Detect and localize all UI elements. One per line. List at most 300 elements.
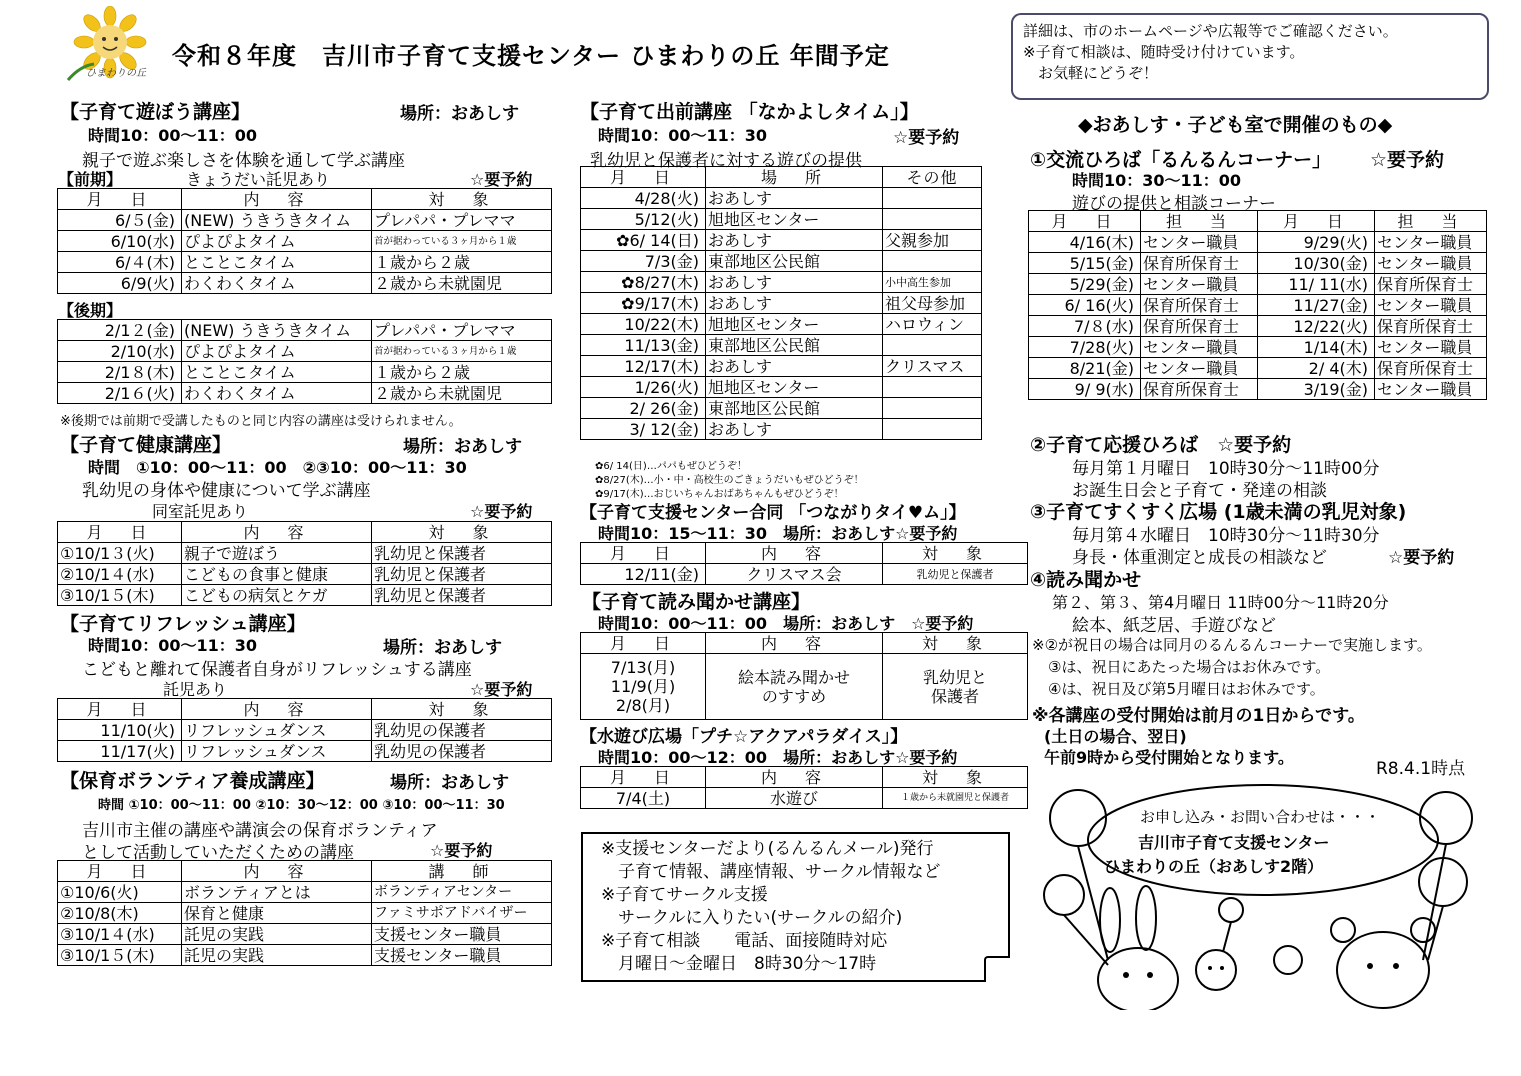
- table-row: [581, 188, 982, 209]
- other-cell: [883, 419, 982, 440]
- header-cell: 場 所: [706, 167, 883, 188]
- content-cell: クリスマス会: [706, 564, 883, 585]
- table-row: [58, 210, 552, 231]
- staff-cell: センター職員: [1141, 232, 1258, 253]
- target-line: 保護者: [930, 686, 979, 706]
- table-row: [58, 543, 552, 564]
- date-cell: 2/ 26(金): [581, 398, 706, 419]
- asobou-note: ※後期では前期で受講したものと同じ内容の講座は受けられません。: [60, 414, 462, 429]
- content-cell: ぴよぴよタイム: [182, 341, 372, 362]
- content-cell: 親子で遊ぼう: [182, 543, 372, 564]
- place-cell: 旭地区センター: [706, 377, 883, 398]
- right-note-2: ③は、祝日にあたった場合はお休みです。: [1048, 658, 1331, 676]
- table-header-row: [58, 699, 552, 720]
- kenko-desc: 乳幼児の身体や健康について学ぶ講座: [82, 481, 371, 501]
- other-cell: [883, 188, 982, 209]
- info-line: ※子育て相談は、随時受け付けています。: [1023, 43, 1305, 61]
- content-cell: リフレッシュダンス: [182, 741, 372, 762]
- date-cell: 11/27(金): [1258, 295, 1375, 316]
- date-cell: ②10/1４(水): [58, 564, 182, 585]
- staff-cell: センター職員: [1141, 274, 1258, 295]
- info-line: お気軽にどうぞ！: [1023, 64, 1159, 82]
- other-cell: 父親参加: [883, 230, 982, 251]
- target-cell: ２歳から未就園児: [372, 383, 552, 404]
- table-header-row: [581, 167, 982, 188]
- table-row: [581, 251, 982, 272]
- date-cell: 7/4(土): [581, 788, 706, 809]
- target-cell: 乳幼児と保護者: [372, 564, 552, 585]
- yomikikase-time: 時間10：00～11：00 場所：おあしす ☆要予約: [598, 614, 974, 633]
- sukusuku-line-1: 毎月第４水曜日 10時30分～11時30分: [1072, 526, 1380, 546]
- volunteer-place: 場所：おあしす: [390, 773, 509, 793]
- refresh-title: 【子育てリフレッシュ講座】: [60, 613, 306, 635]
- content-cell: わくわくタイム: [182, 273, 372, 294]
- content-cell: 保育と健康: [182, 903, 372, 924]
- staff-cell: センター職員: [1375, 379, 1487, 400]
- place-cell: 旭地区センター: [706, 314, 883, 335]
- logo-text: ひまわりの丘: [86, 68, 146, 79]
- content-cell: ボランティアとは: [182, 882, 372, 903]
- target-cell: 乳幼児と保護者: [372, 585, 552, 606]
- date-cell: ✿9/17(木): [581, 293, 706, 314]
- header-cell: 内 容: [706, 543, 883, 564]
- staff-cell: 保育所保育士: [1375, 316, 1487, 337]
- kenko-time: 時間 ①10：00～11：00 ②③10：00～11：30: [88, 458, 467, 477]
- date-cell: 3/ 12(金): [581, 419, 706, 440]
- date-cell: 2/1６(火): [58, 383, 182, 404]
- content-cell: わくわくタイム: [182, 383, 372, 404]
- header-cell: 対 象: [372, 522, 552, 543]
- demae-desc: 乳幼児と保護者に対する遊びの提供: [590, 151, 862, 171]
- mizuasobi-title: 【水遊び広場「プチ☆アクアパラダイス」】: [580, 727, 908, 747]
- refresh-desc: こどもと離れて保護者自身がリフレッシュする講座: [82, 660, 472, 680]
- date-cell: 10/22(木): [581, 314, 706, 335]
- staff-cell: 保育所保育士: [1141, 316, 1258, 337]
- table-header-row: [581, 767, 1028, 788]
- target-cell: ２歳から未就園児: [372, 273, 552, 294]
- date-cell: 10/30(金): [1258, 253, 1375, 274]
- mizuasobi-time: 時間10：00～12：00 場所：おあしす☆要予約: [598, 748, 958, 767]
- contact-line-3: ひまわりの丘（おあしす2階）: [1104, 857, 1324, 876]
- date-cell: ①10/1３(火): [58, 543, 182, 564]
- date-cell: 8/21(金): [1029, 358, 1141, 379]
- table-row: [581, 314, 982, 335]
- kenko-place: 場所：おあしす: [403, 437, 522, 457]
- target-cell: 乳幼児と保護者: [883, 564, 1028, 585]
- table-row: [58, 341, 552, 362]
- place-cell: おあしす: [706, 356, 883, 377]
- date-cell: 9/29(火): [1258, 232, 1375, 253]
- content-line: 絵本読み聞かせ: [737, 667, 850, 687]
- content-cell: 託児の実践: [182, 945, 372, 966]
- table-row: [1029, 253, 1487, 274]
- sukusuku-line-2: 身長・体重測定と成長の相談など: [1072, 548, 1327, 568]
- header-cell: 内 容: [182, 861, 372, 882]
- date-cell: 5/29(金): [1029, 274, 1141, 295]
- date-cell: 5/12(火): [581, 209, 706, 230]
- page-curl: [984, 956, 1010, 982]
- refresh-reserve: ☆要予約: [470, 680, 533, 699]
- table-header-row: [58, 189, 552, 210]
- content-cell: こどもの食事と健康: [182, 564, 372, 585]
- date-cell: ✿8/27(木): [581, 272, 706, 293]
- teacher-cell: ボランティアセンター: [372, 882, 552, 903]
- volunteer-desc-1: 吉川市主催の講座や講演会の保育ボランティア: [82, 821, 438, 841]
- table-row: [58, 362, 552, 383]
- sukusuku-reserve: ☆要予約: [1388, 548, 1455, 568]
- volunteer-table: [57, 860, 552, 966]
- right-note-6: 午前9時から受付開始となります。: [1044, 748, 1294, 767]
- target-line: 乳幼児と: [922, 667, 987, 687]
- tsunagari-table: [580, 542, 1028, 585]
- date-cell: 4/16(木): [1029, 232, 1141, 253]
- content-cell: (NEW) うきうきタイム: [182, 320, 372, 341]
- ouen-line-1: 毎月第１月曜日 10時30分～11時00分: [1072, 459, 1380, 479]
- runrun-desc: 遊びの提供と相談コーナー: [1072, 194, 1276, 214]
- header-cell: 月 日: [58, 861, 182, 882]
- target-cell: １歳から２歳: [372, 362, 552, 383]
- date-cell: 11/17(火): [58, 741, 182, 762]
- place-cell: おあしす: [706, 272, 883, 293]
- table-row: [1029, 232, 1487, 253]
- volunteer-title: 【保育ボランティア養成講座】: [60, 770, 325, 792]
- header-cell: 対 象: [372, 189, 552, 210]
- table-row: [1029, 274, 1487, 295]
- other-cell: クリスマス: [883, 356, 982, 377]
- asobou-desc: 親子で遊ぶ楽しさを体験を通して学ぶ講座: [82, 151, 405, 171]
- date-cell: 9/ 9(水): [1029, 379, 1141, 400]
- table-row: [581, 272, 982, 293]
- date-cell: 7/８(水): [1029, 316, 1141, 337]
- asobou-late-table: [57, 319, 552, 404]
- table-header-row: [58, 861, 552, 882]
- table-row: [1029, 295, 1487, 316]
- table-row: [581, 377, 982, 398]
- staff-cell: センター職員: [1375, 232, 1487, 253]
- header-cell: 月 日: [581, 167, 706, 188]
- volunteer-reserve: ☆要予約: [430, 841, 493, 860]
- demae-note: ✿8/27(木)…小・中・高校生のごきょうだいもぜひどうぞ！: [595, 475, 864, 486]
- header-cell: 担 当: [1141, 211, 1258, 232]
- mizuasobi-table: [580, 766, 1028, 809]
- place-cell: おあしす: [706, 230, 883, 251]
- refresh-table: [57, 698, 552, 762]
- ouen-title: ②子育て応援ひろば ☆要予約: [1030, 434, 1292, 456]
- right-note-1: ※②が祝日の場合は同月のるんるんコーナーで実施します。: [1032, 636, 1432, 654]
- table-row: [581, 230, 982, 251]
- table-row: [581, 209, 982, 230]
- table-row: [58, 383, 552, 404]
- kenko-table: [57, 521, 552, 606]
- as-of-date: R8.4.1時点: [1376, 759, 1466, 779]
- staff-cell: センター職員: [1141, 358, 1258, 379]
- page-title: 令和８年度 吉川市子育て支援センター ひまわりの丘 年間予定: [172, 42, 890, 70]
- yomikikase-title: 【子育て読み聞かせ講座】: [582, 591, 811, 613]
- date-cell: 2/1２(金): [58, 320, 182, 341]
- right-note-4: ※各講座の受付開始は前月の1日からです。: [1032, 706, 1365, 726]
- table-row: [581, 293, 982, 314]
- date-cell: 5/15(金): [1029, 253, 1141, 274]
- header-cell: 月 日: [58, 522, 182, 543]
- date-line: 11/9(月): [610, 677, 676, 696]
- header-cell: 内 容: [706, 767, 883, 788]
- table-header-row: [58, 522, 552, 543]
- header-cell: 対 象: [883, 633, 1028, 654]
- content-cell: 託児の実践: [182, 924, 372, 945]
- date-cell: 1/14(木): [1258, 337, 1375, 358]
- table-row: [58, 273, 552, 294]
- target-cell: １歳から２歳: [372, 252, 552, 273]
- table-row: [58, 231, 552, 252]
- tsunagari-title: 【子育て支援センター合同 「つながりタイ♥ム」】: [580, 503, 966, 523]
- date-cell: ③10/1５(木): [58, 585, 182, 606]
- support-line: サークルに入りたい(サークルの紹介): [601, 908, 903, 928]
- teacher-cell: 支援センター職員: [372, 924, 552, 945]
- date-cell: 11/13(金): [581, 335, 706, 356]
- support-note-box: [581, 832, 1010, 982]
- place-cell: 東部地区公民館: [706, 335, 883, 356]
- yomi-title: ④読み聞かせ: [1030, 569, 1142, 591]
- other-cell: [883, 398, 982, 419]
- table-row: [581, 398, 982, 419]
- kenko-reserve: ☆要予約: [470, 502, 533, 521]
- table-row: [58, 252, 552, 273]
- asobou-time: 時間10：00～11：00: [88, 126, 258, 145]
- date-cell: 6/10(水): [58, 231, 182, 252]
- right-heading: ◆おあしす・子ども室で開催のもの◆: [1078, 114, 1393, 136]
- kenko-title: 【子育て健康講座】: [60, 434, 232, 456]
- header-cell: 内 容: [182, 699, 372, 720]
- table-row: [58, 741, 552, 762]
- teacher-cell: ファミサポアドバイザー: [372, 903, 552, 924]
- kenko-care: 同室託児あり: [152, 502, 249, 521]
- asobou-early-label: 【前期】: [58, 170, 123, 189]
- content-cell: リフレッシュダンス: [182, 720, 372, 741]
- place-cell: おあしす: [706, 293, 883, 314]
- table-header-row: [581, 543, 1028, 564]
- date-cell: 12/22(火): [1258, 316, 1375, 337]
- date-cell: 6/５(金): [58, 210, 182, 231]
- date-cell: 6/9(火): [58, 273, 182, 294]
- other-cell: [883, 335, 982, 356]
- staff-cell: センター職員: [1375, 337, 1487, 358]
- demae-reserve: ☆要予約: [893, 128, 960, 148]
- support-line: ※子育て相談 電話、面接随時対応: [601, 931, 888, 951]
- date-cell: 7/3(金): [581, 251, 706, 272]
- target-cell: 乳幼児の保護者: [372, 741, 552, 762]
- refresh-time: 時間10：00～11：30: [88, 636, 258, 655]
- date-cell: 2/ 4(木): [1258, 358, 1375, 379]
- table-row: [581, 356, 982, 377]
- content-cell: (NEW) うきうきタイム: [182, 210, 372, 231]
- header-cell: 対 象: [372, 699, 552, 720]
- header-cell: 内 容: [182, 189, 372, 210]
- content-cell: とことこタイム: [182, 362, 372, 383]
- table-row: [58, 320, 552, 341]
- place-cell: 東部地区公民館: [706, 398, 883, 419]
- date-cell: 12/11(金): [581, 564, 706, 585]
- ouen-line-2: お誕生日会と子育て・発達の相談: [1072, 481, 1327, 501]
- place-cell: 旭地区センター: [706, 209, 883, 230]
- runrun-title: ①交流ひろば「るんるんコーナー」: [1030, 149, 1332, 171]
- table-row: [58, 924, 552, 945]
- date-cell: 4/28(火): [581, 188, 706, 209]
- demae-note: ✿9/17(木)…おじいちゃんおばあちゃんもぜひどうぞ！: [595, 489, 844, 500]
- other-cell: [883, 377, 982, 398]
- table-row: [58, 882, 552, 903]
- date-cell: 3/19(金): [1258, 379, 1375, 400]
- tsunagari-time: 時間10：15～11：30 場所：おあしす☆要予約: [598, 524, 958, 543]
- volunteer-time: 時間 ①10：00～11：00 ②10：30～12：00 ③10：00～11：30: [98, 798, 505, 813]
- date-cell: 7/28(火): [1029, 337, 1141, 358]
- yomikikase-table: [580, 632, 1028, 720]
- info-box: [1011, 13, 1489, 100]
- content-cell: 水遊び: [706, 788, 883, 809]
- asobou-late-label: 【後期】: [58, 301, 123, 320]
- content-cell: とことこタイム: [182, 252, 372, 273]
- date-cell: 11/ 11(水): [1258, 274, 1375, 295]
- contact-line-2: 吉川市子育て支援センター: [1138, 833, 1330, 852]
- header-cell: 対 象: [883, 543, 1028, 564]
- contact-line-1: お申し込み・お問い合わせは・・・: [1140, 808, 1381, 826]
- other-cell: [883, 251, 982, 272]
- yomi-line-1: 第２、第３、第4月曜日 11時00分～11時20分: [1052, 593, 1389, 612]
- staff-cell: 保育所保育士: [1375, 358, 1487, 379]
- table-row: [58, 585, 552, 606]
- table-row: [1029, 316, 1487, 337]
- runrun-time: 時間10：30～11：00: [1072, 171, 1242, 190]
- header-cell: 月 日: [1258, 211, 1375, 232]
- content-cell: ぴよぴよタイム: [182, 231, 372, 252]
- other-cell: ハロウィン: [883, 314, 982, 335]
- staff-cell: 保育所保育士: [1141, 253, 1258, 274]
- support-line: 月曜日～金曜日 8時30分～17時: [601, 954, 877, 974]
- date-cell: ③10/1５(木): [58, 945, 182, 966]
- asobou-early-table: [57, 188, 552, 294]
- header-cell: 講 師: [372, 861, 552, 882]
- asobou-title: 【子育て遊ぼう講座】: [60, 101, 251, 123]
- right-note-3: ④は、祝日及び第5月曜日はお休みです。: [1048, 680, 1325, 698]
- dates-cell: [581, 654, 706, 720]
- table-header-row: [1029, 211, 1487, 232]
- content-cell: [706, 654, 883, 720]
- target-cell: 首が据わっている３ヶ月から１歳: [372, 341, 552, 362]
- date-cell: 2/1８(木): [58, 362, 182, 383]
- date-cell: 2/10(水): [58, 341, 182, 362]
- header-cell: 月 日: [58, 189, 182, 210]
- header-cell: 月 日: [58, 699, 182, 720]
- date-cell: 12/17(木): [581, 356, 706, 377]
- support-line: ※支援センターだより(るんるんメール)発行: [601, 839, 934, 859]
- staff-cell: センター職員: [1141, 337, 1258, 358]
- table-row: [581, 564, 1028, 585]
- other-cell: 小中高生参加: [883, 272, 982, 293]
- header-cell: 月 日: [581, 767, 706, 788]
- demae-title: 【子育て出前講座 「なかよしタイム」】: [580, 101, 919, 123]
- asobou-place: 場所：おあしす: [400, 104, 519, 124]
- table-row: [58, 945, 552, 966]
- header-cell: 内 容: [182, 522, 372, 543]
- staff-cell: 保育所保育士: [1141, 379, 1258, 400]
- staff-cell: 保育所保育士: [1375, 274, 1487, 295]
- target-cell: プレパパ・プレママ: [372, 210, 552, 231]
- runrun-table: [1028, 210, 1487, 400]
- table-row: [1029, 358, 1487, 379]
- target-cell: １歳から未就園児と保護者: [883, 788, 1028, 809]
- date-cell: ③10/1４(水): [58, 924, 182, 945]
- support-line: ※子育てサークル支援: [601, 885, 768, 905]
- header-cell: 月 日: [581, 633, 706, 654]
- table-header-row: [581, 633, 1028, 654]
- right-note-5: (土日の場合、翌日): [1044, 727, 1187, 746]
- demae-note: ✿6/ 14(日)…パパもぜひどうぞ！: [595, 461, 747, 472]
- volunteer-desc-2: として活動していただくための講座: [82, 843, 354, 863]
- table-row: [1029, 379, 1487, 400]
- target-cell: 乳幼児と保護者: [372, 543, 552, 564]
- date-cell: 6/ 16(火): [1029, 295, 1141, 316]
- asobou-reserve: ☆要予約: [470, 170, 533, 189]
- asobou-sibling-care: きょうだい託児あり: [186, 170, 331, 189]
- content-cell: こどもの病気とケガ: [182, 585, 372, 606]
- info-line: 詳細は、市のホームページや広報等でご確認ください。: [1023, 22, 1398, 40]
- staff-cell: 保育所保育士: [1141, 295, 1258, 316]
- table-row: [58, 564, 552, 585]
- header-cell: 担 当: [1375, 211, 1487, 232]
- refresh-place: 場所：おあしす: [383, 638, 502, 658]
- table-row: [58, 720, 552, 741]
- date-cell: 1/26(火): [581, 377, 706, 398]
- target-cell: 乳幼児の保護者: [372, 720, 552, 741]
- date-cell: 11/10(火): [58, 720, 182, 741]
- table-row: [581, 419, 982, 440]
- refresh-care: 託児あり: [163, 680, 228, 699]
- staff-cell: センター職員: [1375, 295, 1487, 316]
- yomi-line-2: 絵本、紙芝居、手遊びなど: [1072, 616, 1276, 636]
- date-line: 7/13(月): [610, 658, 676, 677]
- place-cell: おあしす: [706, 419, 883, 440]
- table-row: [581, 335, 982, 356]
- other-cell: [883, 209, 982, 230]
- header-cell: 月 日: [581, 543, 706, 564]
- date-cell: 6/４(木): [58, 252, 182, 273]
- date-cell: ①10/6(火): [58, 882, 182, 903]
- target-cell: 首が据わっている３ヶ月から１歳: [372, 231, 552, 252]
- staff-cell: センター職員: [1375, 253, 1487, 274]
- table-row: [581, 788, 1028, 809]
- table-row: [581, 654, 1028, 720]
- table-row: [1029, 337, 1487, 358]
- place-cell: おあしす: [706, 188, 883, 209]
- header-cell: 月 日: [1029, 211, 1141, 232]
- content-line: のすすめ: [761, 686, 827, 706]
- target-cell: プレパパ・プレママ: [372, 320, 552, 341]
- place-cell: 東部地区公民館: [706, 251, 883, 272]
- date-cell: ✿6/ 14(日): [581, 230, 706, 251]
- header-cell: 対 象: [883, 767, 1028, 788]
- header-cell: 内 容: [706, 633, 883, 654]
- header-cell: その他: [883, 167, 982, 188]
- table-row: [58, 903, 552, 924]
- support-line: 子育て情報、講座情報、サークル情報など: [601, 862, 941, 882]
- demae-time: 時間10：00～11：30: [598, 126, 768, 145]
- date-cell: ②10/8(木): [58, 903, 182, 924]
- demae-table: [580, 166, 982, 440]
- runrun-reserve: ☆要予約: [1370, 149, 1445, 171]
- other-cell: 祖父母参加: [883, 293, 982, 314]
- target-cell: [883, 654, 1028, 720]
- date-line: 2/8(月): [615, 696, 671, 715]
- teacher-cell: 支援センター職員: [372, 945, 552, 966]
